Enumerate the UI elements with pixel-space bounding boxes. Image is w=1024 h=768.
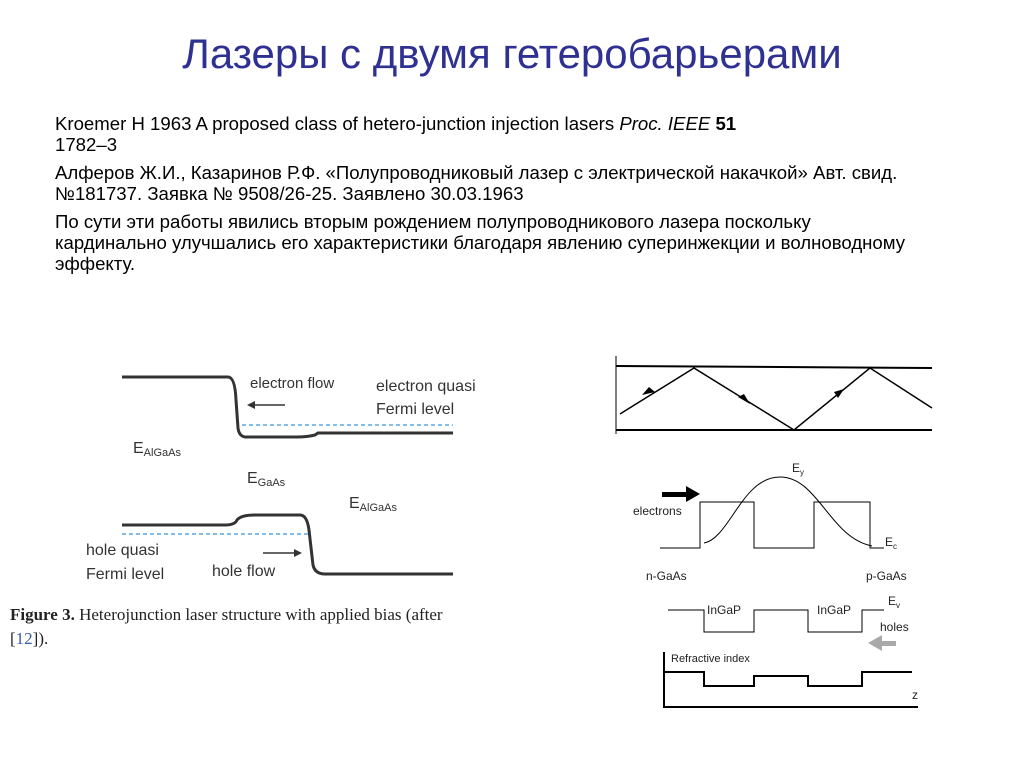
e-gaas-label: EGaAs [247,470,286,489]
figure-caption-ref[interactable]: 12 [15,629,33,648]
e-algaas-left-label: EAlGaAs [133,440,181,459]
holes-label: holes [880,620,909,634]
reference-kroemer [55,113,915,155]
waveguide-top-line [616,366,932,368]
ray-arrow-2 [738,394,750,404]
figure-caption [10,603,550,651]
electrons-label: electrons [633,504,682,518]
slide-title: Лазеры с двумя гетеробарьерами [182,30,842,77]
electron-fermi-level-label: Fermi level [376,401,455,418]
refractive-index-label: Refractive index [671,653,750,665]
figure-caption-text: Heterojunction laser structure with applied bias (after [74,605,443,624]
electrons-arrow-shaft [662,492,690,497]
valence-band-line [122,515,453,574]
ec-label: $E_c$ [885,535,898,551]
summary-paragraph: По сути эти работы явились вторым рождением полупроводникового лазера поскольку кардинально улучшались его характеристики благодаря явлению суперинжекции и волноводному эффекту. [55,211,906,274]
kroemer-volume: 51 [715,113,737,134]
conduction-band-profile [660,502,884,548]
kroemer-text: Kroemer H 1963 A proposed class of hetero-junction injection lasers [55,113,620,134]
electrons-arrow-head [686,486,700,502]
light-ray-path [620,368,932,430]
hole-quasi-label: hole quasi [86,542,159,559]
kroemer-journal: Proc. IEEE [619,113,711,134]
n-gaas-label: n-GaAs [646,569,687,583]
ingap-right-label: InGaP [817,603,852,617]
e-algaas-right-label: EAlGaAs [349,495,397,514]
hole-fermi-level-label: Fermi level [86,566,165,583]
figure-caption-ref-close: ]). [32,629,49,648]
waveguide-svg [612,352,934,712]
hole-flow-label: hole flow [212,563,276,580]
refractive-index-profile [664,672,912,686]
kroemer-pages: 1782–3 [55,134,118,155]
holes-arrow-shaft [880,641,896,646]
reference-alferov: Алферов Ж.И., Казаринов Р.Ф. «Полупроводниковый лазер с электрической накачкой» Авт. свид. №181737. Заявка № 9508/26-25. Заявлено 30.03.1963 [55,162,898,204]
waveguide-figure [612,352,934,712]
ev-label: $E_v$ [888,594,901,610]
electron-flow-arrowhead [247,401,255,409]
p-gaas-label: p-GaAs [866,569,907,583]
figure-caption-label: Figure 3. [10,605,75,624]
ingap-left-label: InGaP [707,603,742,617]
electron-quasi-label: electron quasi [376,378,476,395]
electron-flow-label: electron flow [250,375,335,392]
optical-mode-curve [704,477,872,546]
valence-band-profile [668,610,884,632]
hole-flow-arrowhead [294,549,302,557]
body-text [55,113,915,281]
z-axis-label: z [912,688,918,702]
ey-label: $E_y$ [792,461,805,477]
holes-arrow-head [868,635,882,651]
figure-caption-ref-open: [ [10,629,16,648]
